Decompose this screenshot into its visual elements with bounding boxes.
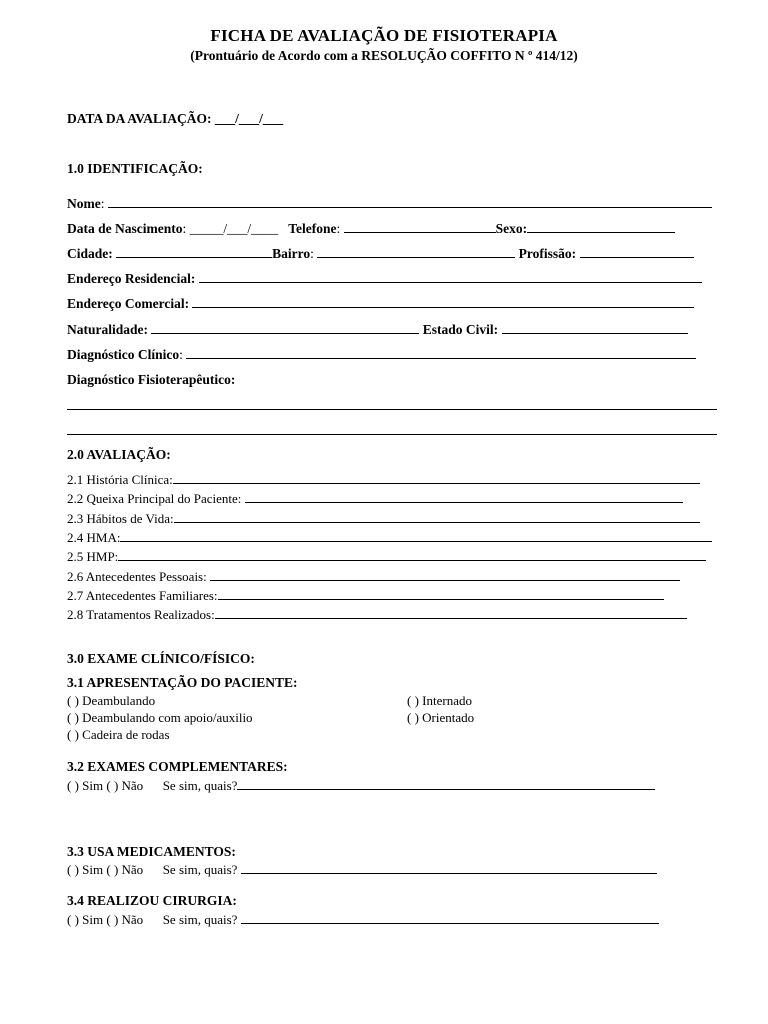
bairro-label: Bairro [272, 246, 311, 261]
option-deambulando[interactable]: ( ) Deambulando [67, 693, 156, 708]
cirurgia-field[interactable] [241, 911, 659, 924]
nascimento-field[interactable]: _____/___/____ [189, 221, 279, 236]
medicamentos-row [67, 861, 657, 878]
end-comercial-row [67, 295, 694, 312]
cirurgia-options[interactable]: ( ) Sim ( ) Não [67, 912, 144, 927]
diag-clinico-field[interactable] [186, 346, 696, 359]
exames-question: Se sim, quais? [162, 778, 238, 793]
profissao-label: Profissão: [518, 246, 577, 261]
end-residencial-label: Endereço Residencial: [67, 271, 196, 286]
estado-civil-label: Estado Civil: [422, 322, 499, 337]
sexo-label: Sexo: [495, 221, 528, 236]
hma-field[interactable] [120, 529, 712, 542]
antecedentes-familiares-row [67, 587, 664, 604]
habitos-vida-field[interactable] [174, 510, 700, 523]
option-cadeira-rodas[interactable]: ( ) Cadeira de rodas [67, 727, 170, 742]
bairro-field[interactable] [317, 245, 515, 258]
hma-label: 2.4 HMA: [67, 530, 121, 545]
evaluation-date-field[interactable]: ___/___/___ [214, 111, 284, 126]
naturalidade-label: Naturalidade: [67, 322, 148, 337]
diag-clinico-row: Diagnóstico Clínico: [67, 346, 696, 363]
estado-civil-field[interactable] [502, 321, 688, 334]
hmp-field[interactable] [118, 548, 706, 561]
diag-fisio-label: Diagnóstico Fisioterapêutico: [67, 372, 236, 387]
section-exame-heading: 3.0 EXAME CLÍNICO/FÍSICO: [67, 651, 255, 666]
antecedentes-pessoais-field[interactable] [210, 568, 680, 581]
nascimento-row: Data de Nascimento: _____/___/____ Telefone: Sexo: [67, 220, 675, 237]
queixa-principal-field[interactable] [245, 490, 683, 503]
nome-label: Nome [67, 196, 101, 211]
profissao-field[interactable] [580, 245, 694, 258]
section-avaliacao-heading: 2.0 AVALIAÇÃO: [67, 447, 171, 462]
antecedentes-pessoais-row [67, 568, 680, 585]
hma-row [67, 529, 712, 546]
tratamentos-realizados-row [67, 606, 687, 623]
nome-field[interactable] [108, 195, 712, 208]
queixa-principal-label: 2.2 Queixa Principal do Paciente: [67, 491, 242, 506]
sexo-field[interactable] [527, 220, 675, 233]
option-orientado[interactable]: ( ) Orientado [407, 710, 475, 725]
telefone-field[interactable] [344, 220, 496, 233]
hmp-label: 2.5 HMP: [67, 549, 119, 564]
end-comercial-label: Endereço Comercial: [67, 296, 190, 311]
exames-options[interactable]: ( ) Sim ( ) Não [67, 778, 144, 793]
medicamentos-question: Se sim, quais? [162, 862, 238, 877]
antecedentes-familiares-field[interactable] [218, 587, 664, 600]
cidade-row: Cidade: Bairro: Profissão: [67, 245, 694, 262]
section-identificacao-heading: 1.0 IDENTIFICAÇÃO: [67, 161, 203, 176]
cirurgia-heading: 3.4 REALIZOU CIRURGIA: [67, 893, 237, 908]
end-residencial-row [67, 270, 702, 287]
telefone-label: Telefone [288, 221, 337, 236]
option-internado[interactable]: ( ) Internado [407, 693, 472, 708]
tratamentos-realizados-label: 2.8 Tratamentos Realizados: [67, 607, 215, 622]
medicamentos-options[interactable]: ( ) Sim ( ) Não [67, 862, 144, 877]
option-deambulando-apoio[interactable]: ( ) Deambulando com apoio/auxilio [67, 710, 253, 725]
hmp-row [67, 548, 706, 565]
historia-clinica-label: 2.1 História Clínica: [67, 472, 173, 487]
medicamentos-heading: 3.3 USA MEDICAMENTOS: [67, 844, 236, 859]
exames-field[interactable] [237, 777, 655, 790]
end-residencial-field[interactable] [199, 270, 702, 283]
habitos-vida-row [67, 510, 700, 527]
historia-clinica-row [67, 471, 700, 488]
medicamentos-field[interactable] [241, 861, 657, 874]
habitos-vida-label: 2.3 Hábitos de Vida: [67, 511, 174, 526]
diag-fisio-field-line-2[interactable] [67, 434, 717, 435]
cidade-field[interactable] [116, 245, 272, 258]
evaluation-date-label: DATA DA AVALIAÇÃO: [67, 111, 212, 126]
naturalidade-field[interactable] [151, 321, 419, 334]
naturalidade-row [67, 321, 688, 338]
diag-clinico-label: Diagnóstico Clínico [67, 347, 180, 362]
evaluation-date-row [67, 111, 283, 127]
historia-clinica-field[interactable] [173, 471, 700, 484]
nascimento-label: Data de Nascimento [67, 221, 183, 236]
form-subtitle: (Prontuário de Acordo com a RESOLUÇÃO COFFITO N º 414/12) [190, 48, 578, 63]
end-comercial-field[interactable] [192, 295, 694, 308]
diag-fisio-field-line-1[interactable] [67, 409, 717, 410]
cirurgia-question: Se sim, quais? [162, 912, 238, 927]
tratamentos-realizados-field[interactable] [215, 606, 687, 619]
nome-row: Nome: [67, 195, 712, 212]
form-title: FICHA DE AVALIAÇÃO DE FISIOTERAPIA [210, 26, 558, 45]
cidade-label: Cidade: [67, 246, 113, 261]
queixa-principal-row [67, 490, 683, 507]
exames-heading: 3.2 EXAMES COMPLEMENTARES: [67, 759, 288, 774]
antecedentes-familiares-label: 2.7 Antecedentes Familiares: [67, 588, 218, 603]
exames-row [67, 777, 655, 794]
apresentacao-heading: 3.1 APRESENTAÇÃO DO PACIENTE: [67, 675, 298, 690]
antecedentes-pessoais-label: 2.6 Antecedentes Pessoais: [67, 569, 207, 584]
cirurgia-row [67, 911, 659, 928]
